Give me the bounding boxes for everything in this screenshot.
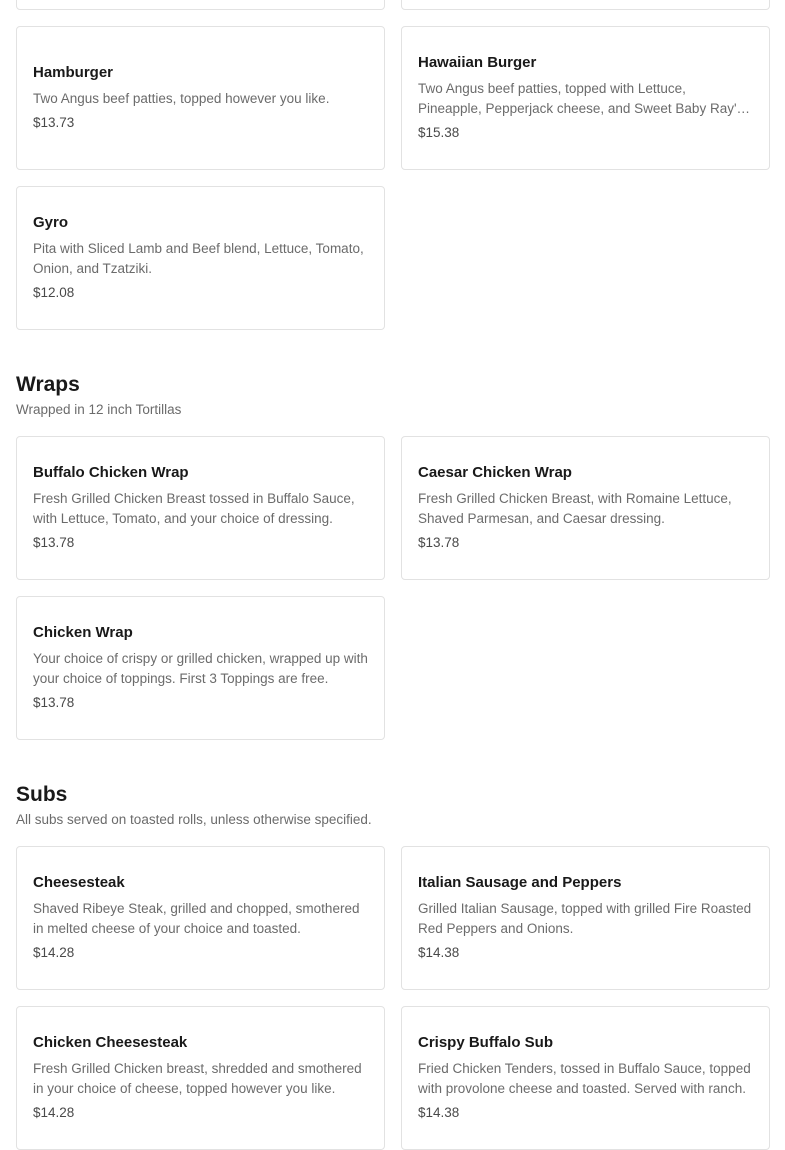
section-title-subs: Subs [16,783,68,806]
menu-item-name: Chicken Cheesesteak [33,1034,188,1051]
menu-item-name: Buffalo Chicken Wrap [33,464,189,481]
menu-item-description: Fried Chicken Tenders, tossed in Buffalo Sauce, topped with provolone cheese and toasted. Served with ranch. [418,1061,751,1096]
menu-item-price: $13.78 [33,695,75,710]
section-title-wraps: Wraps [16,373,80,396]
menu-item-card-italian-sausage-and-peppers[interactable] [401,846,770,990]
menu-item-card-cheesesteak[interactable] [16,846,385,990]
menu-item-price: $15.38 [418,125,460,140]
menu-item-card-hamburger[interactable] [16,26,385,170]
menu-item-name: Caesar Chicken Wrap [418,464,572,481]
menu-item-card-hawaiian-burger[interactable] [401,26,770,170]
menu-item-name: Hamburger [33,64,114,81]
menu-item-description: Your choice of crispy or grilled chicken, wrapped up with your choice of toppings. First 3 Toppings are free. [33,651,368,686]
menu-item-description: Two Angus beef patties, topped with Lettuce, Pineapple, Pepperjack cheese, and Sweet Baby Ray's [418,81,744,116]
menu-item-description: Pita with Sliced Lamb and Beef blend, Lettuce, Tomato, Onion, and Tzatziki. [33,241,364,276]
menu-item-card-chicken-wrap[interactable] [16,596,385,740]
menu-item-price: $14.28 [33,1105,75,1120]
menu-item-name: Gyro [33,214,69,231]
menu-item-card-crispy-buffalo-sub[interactable] [401,1006,770,1150]
menu-item-description: Grilled Italian Sausage, topped with grilled Fire Roasted Red Peppers and Onions. [418,901,752,936]
menu-item-card-chicken-cheesesteak[interactable] [16,1006,385,1150]
menu-item-name: Hawaiian Burger [418,54,537,71]
menu-item-description: Fresh Grilled Chicken Breast, with Romaine Lettuce, Shaved Parmesan, and Caesar dressing. [418,491,732,526]
menu-item-card-buffalo-chicken-wrap[interactable] [16,436,385,580]
section-subtitle-subs: All subs served on toasted rolls, unless otherwise specified. [16,812,372,827]
menu-item-price: $14.38 [418,1105,460,1120]
section-subtitle-wraps: Wrapped in 12 inch Tortillas [16,402,182,417]
menu-item-description: Fresh Grilled Chicken breast, shredded and smothered in your choice of cheese, topped however you like. [33,1061,362,1096]
menu-item-name: Cheesesteak [33,874,125,891]
menu-item-card-gyro[interactable] [16,186,385,330]
menu-item-price: $13.78 [418,535,460,550]
menu-item-name: Crispy Buffalo Sub [418,1034,554,1051]
menu-item-price: $14.28 [33,945,75,960]
menu-item-description: Two Angus beef patties, topped however you like. [33,91,330,106]
menu-item-name: Italian Sausage and Peppers [418,874,622,891]
menu-item-price: $13.78 [33,535,75,550]
menu-item-description: Shaved Ribeye Steak, grilled and chopped, smothered in melted cheese of your choice and toasted. [33,901,360,936]
menu-item-price: $14.38 [418,945,460,960]
menu-item-description: Fresh Grilled Chicken Breast tossed in Buffalo Sauce, with Lettuce, Tomato, and your choice of dressing. [33,491,355,526]
menu-item-price: $12.08 [33,285,75,300]
menu-item-card-partial[interactable] [401,0,770,10]
menu-item-card-caesar-chicken-wrap[interactable] [401,436,770,580]
menu-item-name: Chicken Wrap [33,624,133,641]
menu-item-price: $13.73 [33,115,75,130]
menu-item-card-partial[interactable] [16,0,385,10]
